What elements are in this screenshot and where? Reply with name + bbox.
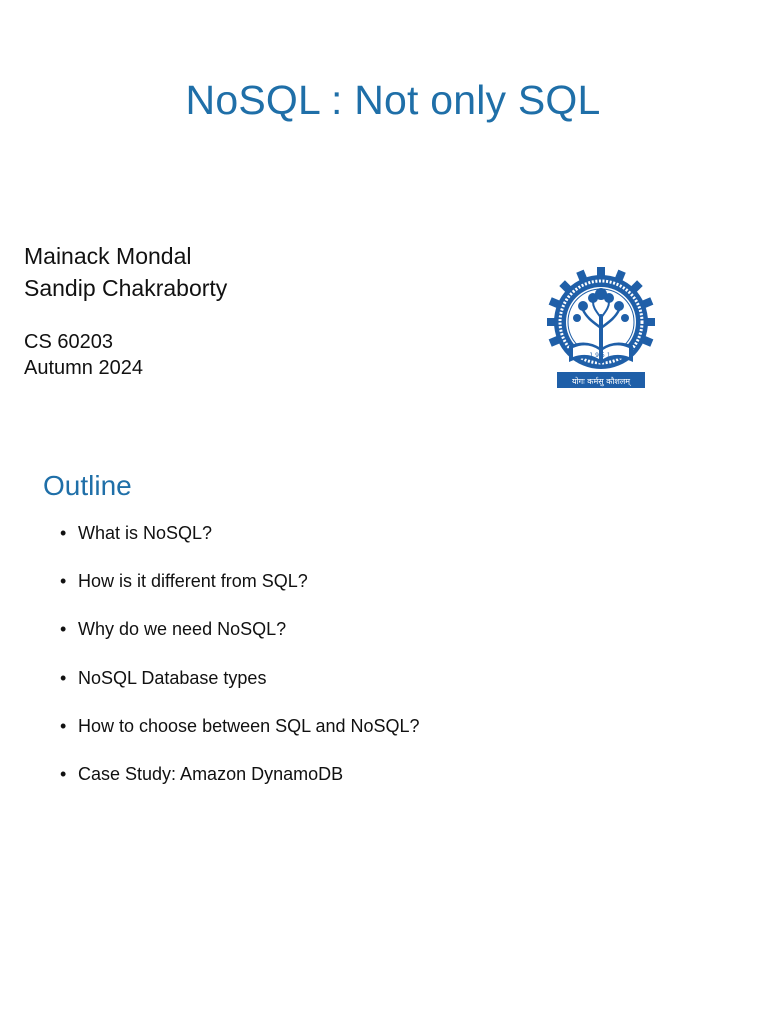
list-item-label: Why do we need NoSQL? (78, 619, 287, 640)
bullet-icon: • (60, 571, 67, 592)
svg-text:योगः कर्मसु कौशलम्: योगः कर्मसु कौशलम् (571, 377, 631, 386)
list-item (60, 712, 420, 760)
bullet-icon: • (60, 523, 67, 543)
list-item (60, 615, 420, 663)
course-info (24, 329, 143, 381)
list-item-label: NoSQL Database types (78, 667, 267, 688)
list-item-label: Case Study: Amazon DynamoDB (78, 763, 344, 784)
list-item-label: How is it different from SQL? (78, 571, 308, 592)
bullet-icon: • (60, 715, 67, 736)
list-item (60, 664, 420, 712)
author-list (24, 240, 227, 304)
list-item (60, 519, 420, 567)
author-name: Mainack Mondal (24, 243, 192, 269)
slide-title: NoSQL : Not only SQL (185, 77, 601, 123)
bullet-icon: • (60, 763, 67, 784)
list-item (60, 567, 420, 615)
list-item-label: How to choose between SQL and NoSQL? (78, 715, 420, 736)
outline-heading: Outline (43, 470, 132, 501)
course-code: CS 60203 (24, 331, 113, 353)
list-item-label: What is NoSQL? (78, 523, 213, 543)
bullet-icon: • (60, 619, 67, 640)
list-item (60, 760, 420, 808)
author-name: Sandip Chakraborty (24, 275, 228, 301)
course-term: Autumn 2024 (24, 357, 143, 379)
svg-text:1951: 1951 (589, 352, 613, 359)
outline-list (60, 519, 420, 808)
iit-kharagpur-logo-icon (547, 266, 655, 390)
bullet-icon: • (60, 667, 67, 688)
